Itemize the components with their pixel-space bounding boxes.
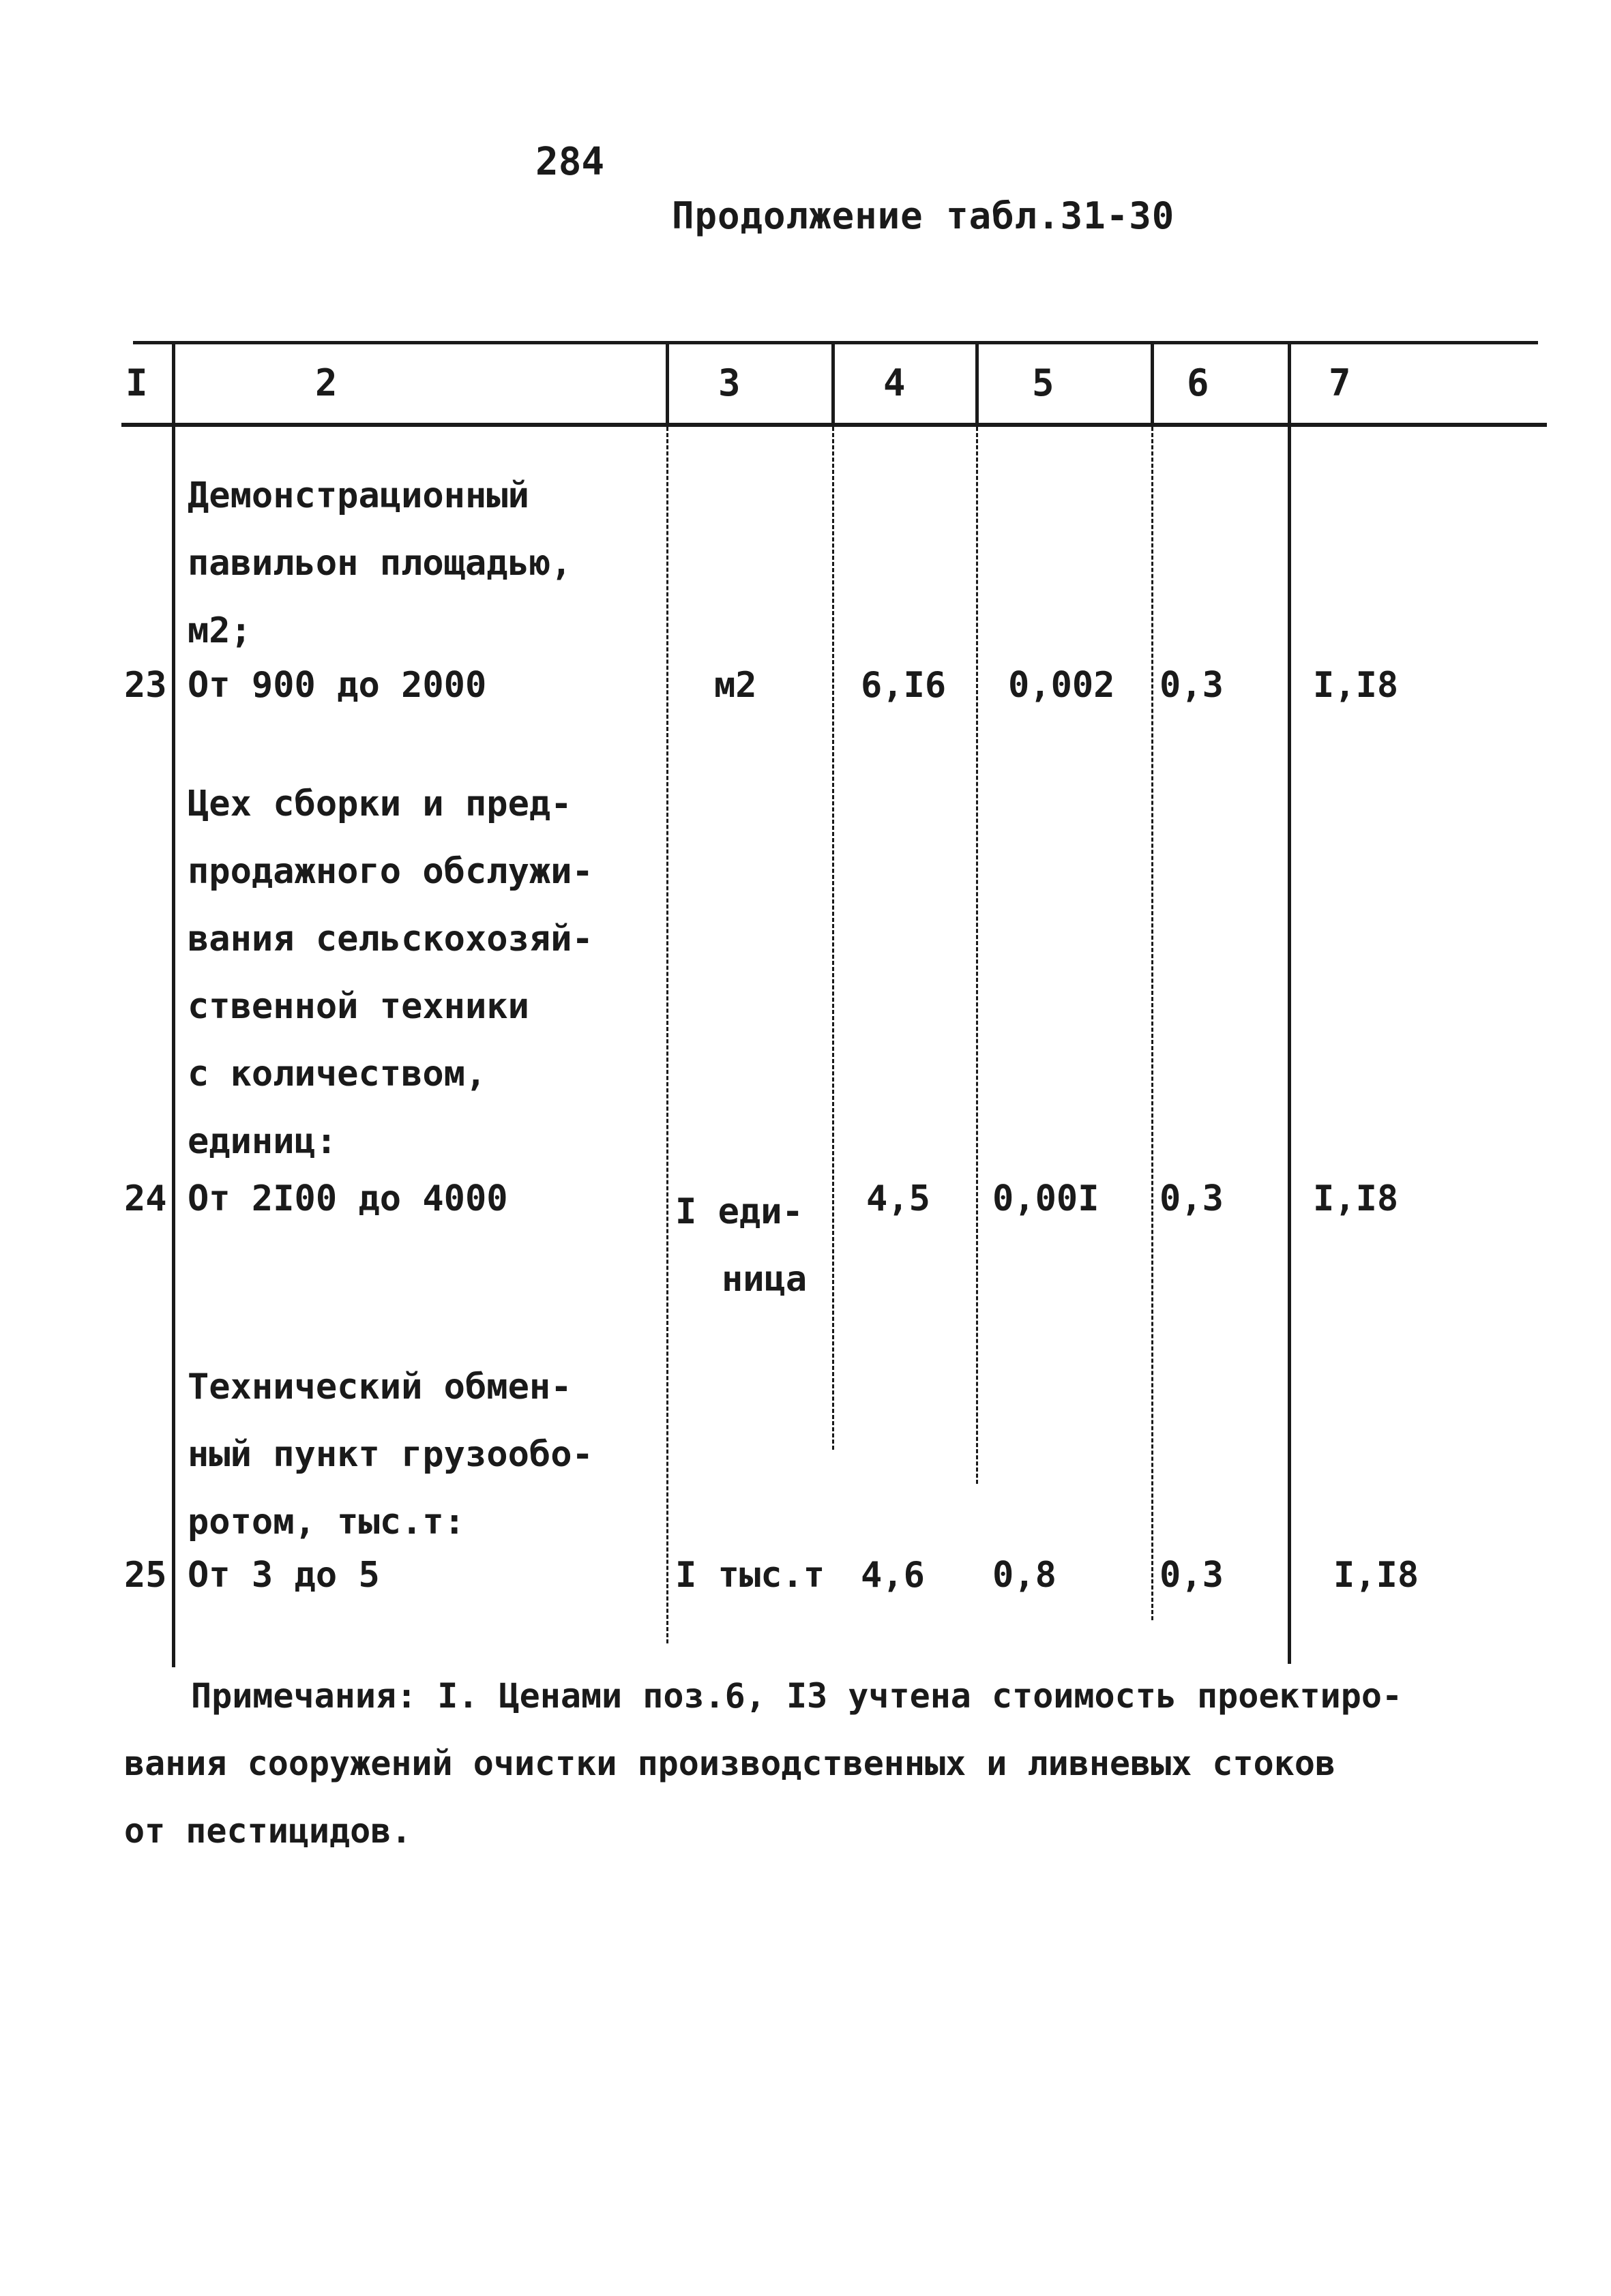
value-col-7: I,I8 xyxy=(1313,665,1399,706)
value-col-4: 6,I6 xyxy=(861,665,947,706)
value-col-7: I,I8 xyxy=(1333,1555,1419,1596)
row-25-description xyxy=(188,1354,593,1556)
value-col-5: 0,8 xyxy=(992,1555,1056,1596)
note-line: Примечания: I. Ценами поз.6, I3 учтена стоимость проектиро- xyxy=(191,1676,1403,1716)
column-rule-4 xyxy=(975,344,979,423)
size-range: От 900 до 2000 xyxy=(188,665,487,706)
description-line: продажного обслужи- xyxy=(188,851,593,892)
unit xyxy=(675,1178,807,1313)
row-24-description xyxy=(188,771,593,1176)
unit: I тыс.т xyxy=(675,1555,825,1596)
value-col-6: 0,3 xyxy=(1159,1178,1224,1219)
description-line: единиц: xyxy=(188,1121,338,1162)
unit-line: I еди- xyxy=(675,1191,803,1232)
header-col-7: 7 xyxy=(1329,361,1351,404)
description-line: Цех сборки и пред- xyxy=(188,784,572,824)
column-rule-3-dashed xyxy=(832,427,834,1450)
value-col-6: 0,3 xyxy=(1159,665,1224,706)
size-range: От 2I00 до 4000 xyxy=(188,1178,508,1219)
column-rule-2-dashed xyxy=(666,427,668,1643)
column-rule-1 xyxy=(172,344,175,1667)
table-notes xyxy=(124,1663,1402,1865)
header-col-4: 4 xyxy=(883,361,906,404)
description-line: вания сельскохозяй- xyxy=(188,919,593,959)
value-col-4: 4,6 xyxy=(861,1555,925,1596)
column-rule-4-dashed xyxy=(976,427,978,1484)
column-rule-6 xyxy=(1288,344,1291,1664)
header-col-6: 6 xyxy=(1187,361,1209,404)
table-caption: Продолжение табл.31-30 xyxy=(672,194,1175,237)
description-line: Технический обмен- xyxy=(188,1367,572,1407)
row-number: 24 xyxy=(124,1178,167,1219)
row-number: 23 xyxy=(124,665,167,706)
column-rule-3 xyxy=(831,344,835,423)
header-col-3: 3 xyxy=(718,361,741,404)
header-col-5: 5 xyxy=(1032,361,1054,404)
header-bottom-rule xyxy=(121,423,1547,427)
value-col-7: I,I8 xyxy=(1313,1178,1399,1219)
header-col-1: I xyxy=(125,361,148,404)
column-rule-5 xyxy=(1151,344,1154,423)
value-col-6: 0,3 xyxy=(1159,1555,1224,1596)
description-line: м2; xyxy=(188,610,252,651)
page-number: 284 xyxy=(535,140,605,184)
header-col-2: 2 xyxy=(315,361,338,404)
description-line: ный пункт грузообо- xyxy=(188,1434,593,1475)
column-rule-2 xyxy=(666,344,669,423)
unit-line: ница xyxy=(722,1259,808,1300)
row-number: 25 xyxy=(124,1555,167,1596)
unit: м2 xyxy=(714,665,757,706)
description-line: ротом, тыс.т: xyxy=(188,1502,465,1542)
table-top-rule xyxy=(133,341,1538,344)
value-col-5: 0,002 xyxy=(1008,665,1115,706)
note-line: от пестицидов. xyxy=(124,1811,412,1851)
value-col-5: 0,00I xyxy=(992,1178,1099,1219)
note-line: вания сооружений очистки производственных и ливневых стоков xyxy=(124,1744,1336,1783)
description-line: павильон площадью, xyxy=(188,543,572,584)
description-line: с количеством, xyxy=(188,1054,487,1094)
value-col-4: 4,5 xyxy=(866,1178,930,1219)
description-line: Демонстрационный xyxy=(188,475,529,516)
size-range: От 3 до 5 xyxy=(188,1555,380,1596)
row-23-description xyxy=(188,462,572,665)
description-line: ственной техники xyxy=(188,986,529,1027)
column-rule-5-dashed xyxy=(1151,427,1153,1620)
